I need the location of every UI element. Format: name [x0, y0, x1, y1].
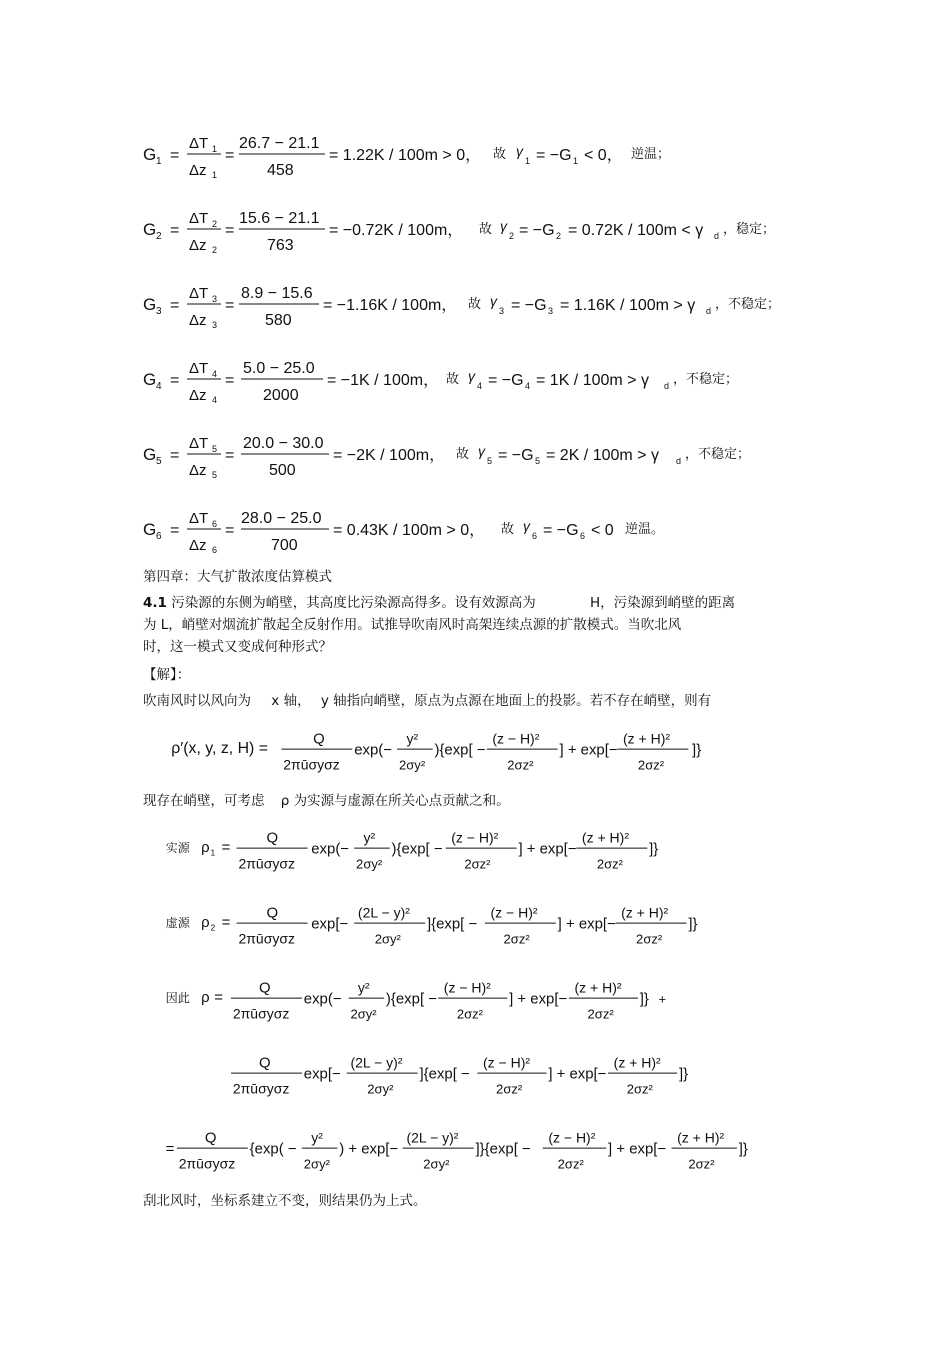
chapter-title: 第四章：大气扩散浓度估算模式: [143, 569, 332, 585]
svg-text:Q: Q: [266, 904, 279, 922]
svg-text:Q: Q: [204, 1129, 217, 1147]
svg-text:3: 3: [212, 320, 218, 330]
svg-text:exp(−: exp(−: [311, 840, 350, 858]
svg-text:4: 4: [477, 381, 483, 391]
svg-text:1: 1: [573, 156, 579, 166]
combined-equation: [143, 1122, 823, 1182]
svg-text:=: =: [221, 913, 231, 931]
svg-text:= 1K / 100m > γ: = 1K / 100m > γ: [536, 372, 649, 389]
svg-text:d: d: [664, 381, 670, 391]
svg-text:，不稳定；: ，不稳定；: [685, 447, 751, 462]
svg-text:+: +: [658, 991, 667, 1007]
svg-text:G: G: [143, 295, 157, 314]
svg-text:= 2K / 100m > γ: = 2K / 100m > γ: [546, 447, 659, 464]
svg-text:]{exp[ −: ]{exp[ −: [427, 915, 478, 933]
svg-text:=: =: [170, 297, 180, 314]
svg-text:(z + H)²: (z + H)²: [581, 829, 629, 846]
svg-text:2πūσyσz: 2πūσyσz: [238, 855, 295, 872]
svg-text:] + exp[−: ] + exp[−: [608, 1140, 667, 1158]
svg-text:γ: γ: [523, 518, 530, 534]
svg-text:){exp[ −: ){exp[ −: [434, 741, 486, 759]
svg-text:2σz²: 2σz²: [507, 757, 534, 773]
svg-text:2σz²: 2σz²: [456, 1006, 484, 1022]
svg-text:= −G: = −G: [498, 447, 534, 464]
svg-text:2σz²: 2σz²: [496, 1081, 523, 1097]
svg-text:(2L − y)²: (2L − y)²: [350, 1054, 403, 1071]
svg-text:=: =: [225, 522, 235, 539]
svg-text:]}{exp[ −: ]}{exp[ −: [475, 1140, 531, 1158]
svg-text:1: 1: [525, 156, 531, 166]
svg-text:(z − H)²: (z − H)²: [443, 979, 491, 996]
gradient-equation-6: [143, 501, 823, 557]
svg-text:=: =: [165, 1140, 175, 1158]
svg-text:1: 1: [212, 144, 218, 154]
svg-text:ρ: ρ: [201, 988, 210, 1006]
svg-text:y²: y²: [363, 829, 376, 846]
svg-text:] + exp[−: ] + exp[−: [509, 990, 568, 1008]
problem-statement: 4.1 污染源的东侧为峭壁，其高度比污染源高得多。设有效源高为 H，污染源到峭壁的距离 为 L，峭壁对烟流扩散起全反射作用。试推导吹南风时高架连续点源的扩散模式。当吹北风 时，这一模式又变成何种形式？: [143, 595, 736, 655]
svg-text:γ: γ: [468, 368, 475, 384]
svg-text:= −2K / 100m，: = −2K / 100m，: [333, 447, 446, 464]
svg-text:6: 6: [156, 531, 162, 542]
gradient-equation-1: [143, 126, 823, 182]
svg-text:= 0.72K / 100m < γ: = 0.72K / 100m < γ: [568, 222, 704, 239]
svg-text:458: 458: [267, 162, 294, 179]
gradient-equation-5: [143, 426, 823, 482]
north-wind-text: 刮北风时，坐标系建立不变，则结果仍为上式。: [143, 1193, 427, 1209]
svg-text:2000: 2000: [263, 387, 299, 404]
svg-text:γ: γ: [500, 218, 507, 234]
svg-text:Δz: Δz: [189, 237, 207, 254]
solution-intro: 吹南风时以风向为 x 轴， y 轴指向峭壁，原点为点源在地面上的投影。若不存在峭壁，则有: [143, 693, 712, 709]
svg-text:=: =: [170, 522, 180, 539]
svg-text:26.7 − 21.1: 26.7 − 21.1: [239, 135, 320, 152]
svg-text:exp[−: exp[−: [311, 915, 349, 933]
svg-text:=: =: [170, 222, 180, 239]
svg-text:2σz²: 2σz²: [587, 1006, 614, 1022]
svg-text:虚源: 虚源: [165, 915, 190, 930]
svg-text:]{exp[ −: ]{exp[ −: [419, 1065, 470, 1083]
svg-text:ΔT: ΔT: [189, 135, 209, 152]
svg-text:y²: y²: [357, 979, 370, 996]
svg-text:ΔT: ΔT: [189, 510, 209, 527]
svg-text:ΔT: ΔT: [189, 210, 209, 227]
svg-text:因此: 因此: [165, 990, 190, 1005]
g1-sub: 1: [156, 156, 162, 167]
svg-text:Q: Q: [259, 1054, 271, 1072]
svg-text:，不稳定；: ，不稳定；: [715, 297, 781, 312]
svg-text:2σz²: 2σz²: [464, 856, 491, 872]
svg-text:= −G: = −G: [543, 522, 579, 539]
therefore-equation-line-2: [143, 1047, 823, 1107]
svg-text:ΔT: ΔT: [189, 435, 209, 452]
svg-text:] + exp[−: ] + exp[−: [557, 915, 616, 933]
svg-text:5: 5: [487, 456, 493, 466]
svg-text:4: 4: [156, 381, 162, 392]
gradient-equation-3: [143, 276, 823, 332]
svg-text:3: 3: [548, 306, 554, 316]
svg-text:2σy²: 2σy²: [374, 931, 401, 947]
svg-text:=: =: [170, 447, 180, 464]
svg-text:2: 2: [212, 245, 218, 255]
svg-text:d: d: [706, 306, 712, 316]
svg-text:G: G: [143, 220, 157, 239]
svg-text:{exp( −: {exp( −: [249, 1140, 297, 1158]
svg-text:故: 故: [446, 372, 460, 387]
svg-text:500: 500: [269, 462, 296, 479]
svg-text:(z + H)²: (z + H)²: [613, 1054, 661, 1071]
svg-text:γ: γ: [516, 143, 523, 159]
svg-text:4: 4: [212, 369, 218, 379]
svg-text:8.9 − 15.6: 8.9 − 15.6: [241, 285, 313, 302]
svg-text:6: 6: [212, 519, 218, 529]
svg-text:2σz²: 2σz²: [503, 931, 530, 947]
svg-text:= −G: = −G: [536, 147, 572, 164]
svg-text:γ: γ: [490, 293, 497, 309]
svg-text:2σy²: 2σy²: [350, 1006, 377, 1022]
svg-text:2: 2: [509, 231, 515, 241]
svg-text:(z + H)²: (z + H)²: [574, 979, 622, 996]
svg-text:y²: y²: [311, 1129, 323, 1146]
svg-text:2σy²: 2σy²: [303, 1156, 330, 1172]
svg-text:Δz: Δz: [189, 312, 207, 329]
svg-text:=: =: [170, 147, 180, 164]
svg-text:(z − H)²: (z − H)²: [483, 1054, 531, 1071]
svg-text:= −1.16K / 100m，: = −1.16K / 100m，: [323, 297, 458, 314]
svg-text:exp(−: exp(−: [303, 990, 342, 1008]
svg-text:15.6 − 21.1: 15.6 − 21.1: [239, 210, 320, 227]
svg-text:2σy²: 2σy²: [367, 1081, 394, 1097]
svg-text:6: 6: [580, 531, 586, 541]
svg-text:(z − H)²: (z − H)²: [490, 904, 538, 921]
svg-text:3: 3: [499, 306, 505, 316]
svg-text:2σz²: 2σz²: [637, 757, 665, 773]
svg-text:(z − H)²: (z − H)²: [451, 829, 499, 846]
gradient-equation-4: [143, 351, 823, 407]
svg-text:5: 5: [212, 470, 218, 480]
svg-text:){exp[ −: ){exp[ −: [385, 990, 437, 1008]
svg-text:1: 1: [212, 170, 218, 180]
svg-text:(z + H)²: (z + H)²: [623, 730, 671, 747]
svg-text:=: =: [225, 222, 235, 239]
svg-text:故: 故: [456, 447, 470, 462]
rho-prime-equation: [143, 723, 823, 783]
svg-text:，不稳定；: ，不稳定；: [673, 372, 739, 387]
svg-text:2πūσyσz: 2πūσyσz: [283, 756, 340, 773]
svg-text:){exp[ −: ){exp[ −: [391, 840, 443, 858]
svg-text:580: 580: [265, 312, 292, 329]
svg-text:=: =: [225, 372, 235, 389]
svg-text:Q: Q: [266, 829, 279, 847]
svg-text:= −G: = −G: [519, 222, 555, 239]
svg-text:(z − H)²: (z − H)²: [548, 1129, 596, 1146]
problem-number: 4.1: [143, 595, 167, 611]
svg-text:5: 5: [156, 456, 162, 467]
svg-text:] + exp[−: ] + exp[−: [548, 1065, 607, 1083]
svg-text:763: 763: [267, 237, 294, 254]
svg-text:Δz: Δz: [189, 462, 207, 479]
svg-text:< 0，: < 0，: [584, 147, 623, 164]
svg-text:故: 故: [468, 297, 482, 312]
svg-text:(2L − y)²: (2L − y)²: [357, 904, 410, 921]
svg-text:2πūσyσz: 2πūσyσz: [232, 1005, 290, 1022]
svg-text:2: 2: [212, 219, 218, 229]
svg-text:3: 3: [156, 306, 162, 317]
svg-text:2: 2: [210, 922, 216, 933]
svg-text:2σy²: 2σy²: [356, 856, 383, 872]
svg-text:]}: ]}: [649, 840, 659, 858]
svg-text:逆温；: 逆温；: [631, 147, 671, 162]
svg-text:故: 故: [493, 147, 507, 162]
svg-text:，稳定；: ，稳定；: [723, 222, 776, 237]
svg-text:=: =: [170, 372, 180, 389]
therefore-equation-line-1: [143, 972, 823, 1032]
svg-text:ρ: ρ: [201, 913, 210, 931]
svg-text:28.0 − 25.0: 28.0 − 25.0: [241, 510, 322, 527]
svg-text:= 0.43K / 100m > 0，: = 0.43K / 100m > 0，: [333, 522, 486, 539]
svg-text:1: 1: [210, 847, 216, 858]
solution-label: 【解】：: [143, 667, 191, 683]
svg-text:(z + H)²: (z + H)²: [621, 904, 669, 921]
svg-text:]}: ]}: [692, 741, 702, 759]
svg-text:]}: ]}: [639, 990, 649, 1008]
svg-text:4: 4: [212, 395, 218, 405]
svg-text:= 1.16K / 100m > γ: = 1.16K / 100m > γ: [560, 297, 696, 314]
svg-text:γ: γ: [478, 443, 485, 459]
svg-text:< 0: < 0: [591, 522, 614, 539]
svg-text:Δz: Δz: [189, 387, 207, 404]
svg-text:实源: 实源: [165, 840, 190, 855]
svg-text:(2L − y)²: (2L − y)²: [406, 1129, 459, 1146]
svg-text:d: d: [676, 456, 682, 466]
svg-text:6: 6: [212, 545, 218, 555]
virtual-source-equation: [143, 897, 823, 957]
svg-text:G: G: [143, 145, 157, 164]
svg-text:Δz: Δz: [189, 162, 207, 179]
svg-text:=: =: [225, 297, 235, 314]
svg-text:) + exp[−: ) + exp[−: [339, 1140, 399, 1158]
svg-text:5: 5: [212, 444, 218, 454]
svg-text:5.0 − 25.0: 5.0 − 25.0: [243, 360, 315, 377]
svg-text:2πūσyσz: 2πūσyσz: [232, 1080, 290, 1097]
svg-text:G: G: [143, 520, 157, 539]
svg-text:ρ′(x, y, z, H) =: ρ′(x, y, z, H) =: [171, 739, 269, 757]
svg-text:2: 2: [556, 231, 562, 241]
svg-text:2σz²: 2σz²: [557, 1156, 584, 1172]
svg-text:2: 2: [156, 231, 162, 242]
svg-text:2σy²: 2σy²: [399, 757, 426, 773]
svg-text:故: 故: [479, 222, 493, 237]
svg-text:] + exp[−: ] + exp[−: [559, 741, 618, 759]
svg-text:= −0.72K / 100m，: = −0.72K / 100m，: [329, 222, 464, 239]
svg-text:2σz²: 2σz²: [626, 1081, 653, 1097]
svg-text:(z − H)²: (z − H)²: [492, 730, 540, 747]
svg-text:2σz²: 2σz²: [596, 856, 624, 872]
svg-text:700: 700: [271, 537, 298, 554]
svg-text:2σz²: 2σz²: [688, 1156, 715, 1172]
svg-text:=: =: [214, 988, 223, 1006]
virtual-source-text: 现存在峭壁，可考虑 ρ 为实源与虚源在所关心点贡献之和。: [143, 793, 510, 809]
svg-text:3: 3: [212, 294, 218, 304]
svg-text:= −1K / 100m，: = −1K / 100m，: [327, 372, 440, 389]
svg-text:2πūσyσz: 2πūσyσz: [238, 930, 295, 947]
svg-text:=: =: [221, 838, 231, 856]
svg-text:]}: ]}: [688, 915, 698, 933]
svg-text:exp[−: exp[−: [303, 1065, 341, 1083]
svg-text:= 1.22K / 100m > 0，: = 1.22K / 100m > 0，: [329, 147, 482, 164]
svg-text:(z + H)²: (z + H)²: [677, 1129, 725, 1146]
svg-text:2σz²: 2σz²: [636, 931, 663, 947]
svg-text:y²: y²: [406, 730, 419, 747]
svg-text:Q: Q: [259, 979, 271, 997]
svg-text:Q: Q: [313, 730, 325, 748]
svg-text:5: 5: [535, 456, 541, 466]
svg-text:]}: ]}: [738, 1140, 748, 1158]
svg-text:G: G: [143, 445, 157, 464]
real-source-equation: [143, 822, 823, 882]
svg-text:4: 4: [525, 381, 531, 391]
svg-text:] + exp[−: ] + exp[−: [518, 840, 577, 858]
svg-text:2πūσyσz: 2πūσyσz: [178, 1155, 236, 1172]
svg-text:d: d: [714, 231, 720, 241]
svg-text:]}: ]}: [678, 1065, 689, 1083]
svg-text:= −G: = −G: [488, 372, 524, 389]
svg-text:6: 6: [532, 531, 538, 541]
svg-text:= −G: = −G: [511, 297, 547, 314]
svg-text:=: =: [225, 147, 235, 164]
svg-text:Δz: Δz: [189, 537, 207, 554]
svg-text:20.0 − 30.0: 20.0 − 30.0: [243, 435, 324, 452]
svg-text:ΔT: ΔT: [189, 285, 209, 302]
svg-text:ρ: ρ: [201, 838, 210, 856]
svg-text:2σy²: 2σy²: [423, 1156, 450, 1172]
svg-text:故: 故: [501, 522, 515, 537]
svg-text:exp(−: exp(−: [354, 741, 392, 759]
svg-text:逆温。: 逆温。: [625, 522, 665, 537]
svg-text:G: G: [143, 370, 157, 389]
svg-text:ΔT: ΔT: [189, 360, 209, 377]
svg-text:=: =: [225, 447, 235, 464]
gradient-equation-2: [143, 201, 823, 257]
